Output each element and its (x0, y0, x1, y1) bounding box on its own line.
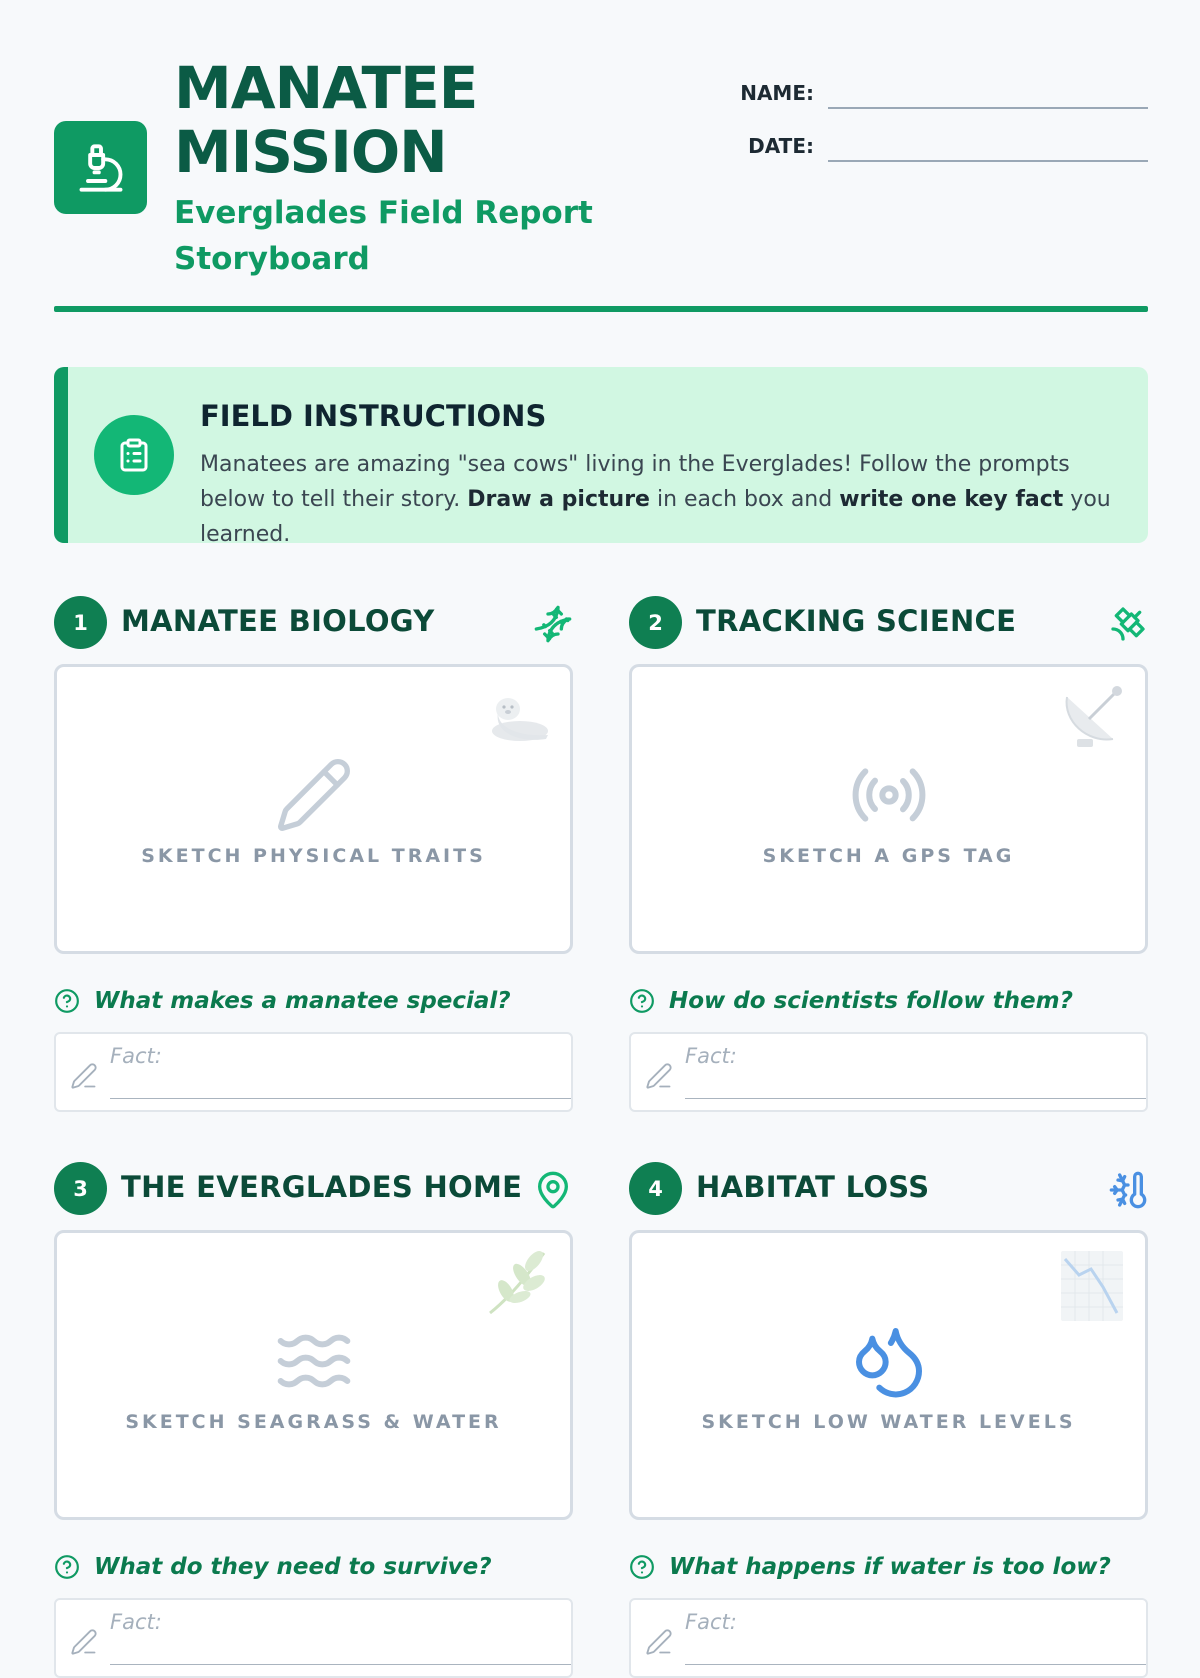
fact-writing-line (685, 1664, 1146, 1665)
fact-writing-line (685, 1098, 1146, 1099)
help-circle-icon (629, 1554, 655, 1580)
fact-field[interactable] (629, 1598, 1148, 1678)
fact-field[interactable] (54, 1032, 573, 1112)
question-row (54, 984, 511, 1018)
seal-icon (482, 681, 554, 753)
date-label: DATE: (748, 134, 814, 158)
satellite-icon (1108, 604, 1148, 644)
sketch-box[interactable] (629, 664, 1148, 954)
step-number: 2 (629, 596, 682, 649)
dna-icon (533, 604, 573, 644)
question-row (54, 1550, 492, 1584)
question-row (629, 984, 1073, 1018)
fact-label: Fact: (685, 1044, 737, 1068)
help-circle-icon (54, 1554, 80, 1580)
card-title: THE EVERGLADES HOME (121, 1170, 523, 1204)
satellite-dish-icon (1057, 681, 1129, 753)
pencil-line-icon (645, 1062, 673, 1090)
sketch-prompt: SKETCH A GPS TAG (762, 845, 1015, 867)
field-instructions-panel (54, 367, 1148, 547)
radio-signal-icon (849, 755, 929, 835)
chart-decreasing-icon (1057, 1247, 1129, 1319)
herb-icon (482, 1247, 554, 1319)
fact-field[interactable] (629, 1032, 1148, 1112)
instructions-title: FIELD INSTRUCTIONS (200, 399, 547, 433)
step-number: 4 (629, 1162, 682, 1215)
sketch-box[interactable] (54, 664, 573, 954)
fact-label: Fact: (685, 1610, 737, 1634)
card-manatee-biology (54, 596, 573, 1068)
date-row (728, 109, 1148, 162)
card-title: MANATEE BIOLOGY (121, 604, 435, 638)
step-number: 1 (54, 596, 107, 649)
map-pin-icon (533, 1170, 573, 1210)
header-divider (54, 306, 1148, 312)
question-text: What do they need to survive? (94, 1554, 492, 1580)
page-subtitle: Everglades Field Report Storyboard (174, 195, 593, 277)
card-header (54, 1162, 573, 1218)
card-header (629, 596, 1148, 652)
card-header (629, 1162, 1148, 1218)
question-row (629, 1550, 1111, 1584)
title-block (174, 56, 594, 282)
question-text: What makes a manatee special? (94, 988, 511, 1014)
help-circle-icon (54, 988, 80, 1014)
microscope-icon (75, 142, 127, 194)
card-everglades-home (54, 1162, 573, 1634)
student-info (728, 56, 1148, 162)
waves-icon (274, 1321, 354, 1401)
instructions-text-2: in each box and (649, 487, 840, 512)
fact-writing-line (110, 1098, 571, 1099)
clipboard-list-icon (116, 437, 152, 473)
card-tracking-science (629, 596, 1148, 1068)
question-text: What happens if water is too low? (669, 1554, 1111, 1580)
help-circle-icon (629, 988, 655, 1014)
sketch-prompt: SKETCH PHYSICAL TRAITS (141, 845, 486, 867)
page-title (174, 56, 554, 184)
fact-field[interactable] (54, 1598, 573, 1678)
sketch-prompt: SKETCH LOW WATER LEVELS (701, 1411, 1076, 1433)
fact-label: Fact: (110, 1044, 162, 1068)
step-number: 3 (54, 1162, 107, 1215)
thermometer-snowflake-icon (1108, 1170, 1148, 1210)
pencil-line-icon (70, 1628, 98, 1656)
title-line-2: MISSION (174, 118, 447, 186)
pencil-line-icon (645, 1628, 673, 1656)
droplets-icon (849, 1321, 929, 1401)
instructions-text-3: you learned. (200, 487, 1111, 547)
instructions-bold-2: write one key fact (839, 487, 1064, 512)
name-label: NAME: (740, 81, 814, 105)
fact-label: Fact: (110, 1610, 162, 1634)
card-title: HABITAT LOSS (696, 1170, 930, 1204)
title-line-1: MANATEE (174, 54, 478, 122)
microscope-logo (54, 121, 147, 214)
pencil-line-icon (70, 1062, 98, 1090)
card-habitat-loss (629, 1162, 1148, 1634)
clipboard-badge (94, 415, 174, 495)
sketch-box[interactable] (629, 1230, 1148, 1520)
name-field[interactable] (828, 79, 1148, 109)
card-header (54, 596, 573, 652)
name-row (728, 56, 1148, 109)
fact-writing-line (110, 1664, 571, 1665)
instructions-bold-1: Draw a picture (467, 487, 650, 512)
worksheet-header (54, 56, 1148, 316)
pencil-icon (274, 755, 354, 835)
instructions-text (200, 447, 1120, 552)
question-text: How do scientists follow them? (669, 988, 1073, 1014)
date-field[interactable] (828, 132, 1148, 162)
sketch-box[interactable] (54, 1230, 573, 1520)
sketch-prompt: SKETCH SEAGRASS & WATER (125, 1411, 502, 1433)
instructions-text-1: Manatees are amazing "sea cows" living in the Everglades! Follow the prompts below to tell their story. (200, 452, 1070, 512)
card-title: TRACKING SCIENCE (696, 604, 1017, 638)
